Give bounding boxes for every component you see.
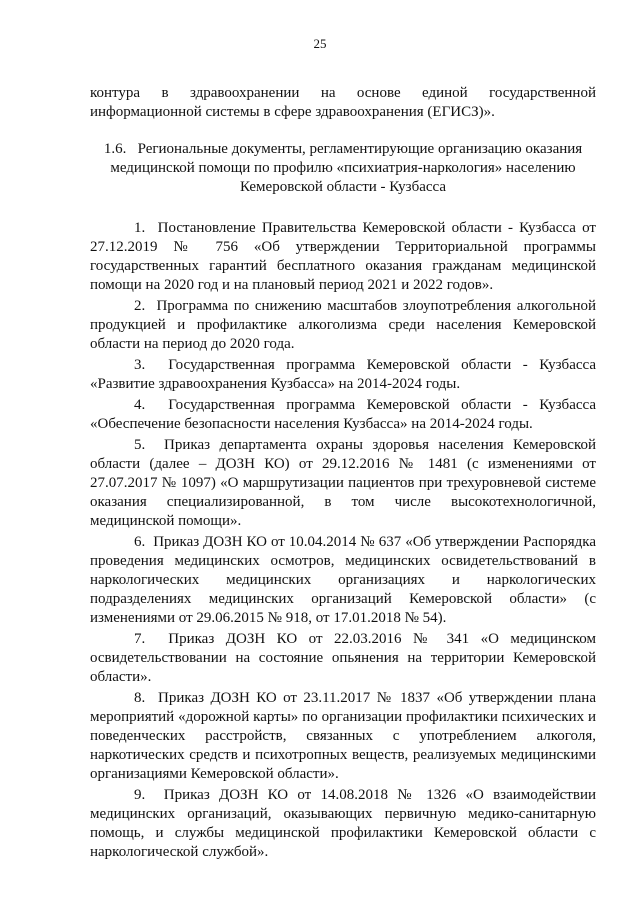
list-item-number: 9. [134, 787, 146, 803]
list-item-number: 3. [134, 357, 146, 373]
list-item-text: Приказ департамента охраны здоровья населения Кемеровской области (далее – ДОЗН КО) от 29.12.2016 № 1481 (с изменениями от 27.07.2017 № 1097) «О маршрутизации пациентов при трехуровневой системе оказания специализированной, в том числе высокотехнологичной, медицинской помощи». [90, 437, 596, 529]
list-item [90, 219, 596, 295]
list-item [90, 436, 596, 531]
list-item-number: 8. [134, 690, 146, 706]
document-body [90, 84, 596, 864]
list-item-text: Государственная программа Кемеровской области - Кузбасса «Обеспечение безопасности населения Кузбасса» на 2014-2024 годы. [90, 397, 597, 432]
list-item [90, 396, 596, 434]
list-item-number: 5. [134, 437, 146, 453]
list-item-number: 2. [134, 298, 146, 314]
list-item [90, 297, 596, 354]
section-number: 1.6. [103, 141, 127, 157]
list-item-text: Приказ ДОЗН КО от 10.04.2014 № 637 «Об утверждении Распорядка проведения медицинских осмотров, медицинских освидетельствований в наркологических медицинских организациях и наркологических подразделениях медицинских организаций Кемеровской области» (с изменениями от 29.06.2015 № 918, от 17.01.2018 № 54). [90, 534, 597, 626]
list-item [90, 533, 596, 628]
list-item [90, 786, 596, 862]
page-number: 25 [313, 36, 327, 51]
list-item-text: Программа по снижению масштабов злоупотребления алкогольной продукцией и профилактике алкоголизма среди населения Кемеровской области на период до 2020 года. [90, 298, 596, 352]
list-item-number: 6. [134, 534, 146, 550]
section-title: Региональные документы, регламентирующие организацию оказания медицинской помощи по профилю «психиатрия-наркология» населению Кемеровской области - Кузбасса [110, 141, 583, 195]
list-item-text: Государственная программа Кемеровской области - Кузбасса «Развитие здравоохранения Кузбасса» на 2014-2024 годы. [90, 357, 597, 392]
continuation-paragraph: контура в здравоохранении на основе единой государственной информационной системы в сфере здравоохранения (ЕГИСЗ)». [90, 85, 596, 120]
list-item [90, 356, 596, 394]
list-item-text: Приказ ДОЗН КО от 22.03.2016 № 341 «О медицинском освидетельствовании на состояние опьянения на территории Кемеровской области». [90, 631, 597, 685]
list-item-text: Постановление Правительства Кемеровской области - Кузбасса от 27.12.2019 № 756 «Об утверждении Территориальной программы государственных гарантий бесплатного оказания гражданам медицинской помощи на 2020 год и на плановый период 2021 и 2022 годов». [90, 220, 596, 293]
document-list [90, 219, 596, 862]
list-item-number: 4. [134, 397, 146, 413]
list-item-text: Приказ ДОЗН КО от 23.11.2017 № 1837 «Об утверждении плана мероприятий «дорожной карты» по организации профилактики психических и поведенческих расстройств, связанных с употреблением алкоголя, наркотических средств и психотропных веществ, реализуемых медицинскими организациями Кемеровской области». [90, 690, 596, 782]
list-item-number: 7. [134, 631, 146, 647]
list-item-number: 1. [134, 220, 146, 236]
list-item-text: Приказ ДОЗН КО от 14.08.2018 № 1326 «О взаимодействии медицинских организаций, оказывающих первичную медико-санитарную помощь, и службы медицинской профилактики Кемеровской области с наркологической службой». [90, 787, 596, 860]
list-item [90, 630, 596, 687]
section-heading [90, 140, 596, 197]
list-item [90, 689, 596, 784]
